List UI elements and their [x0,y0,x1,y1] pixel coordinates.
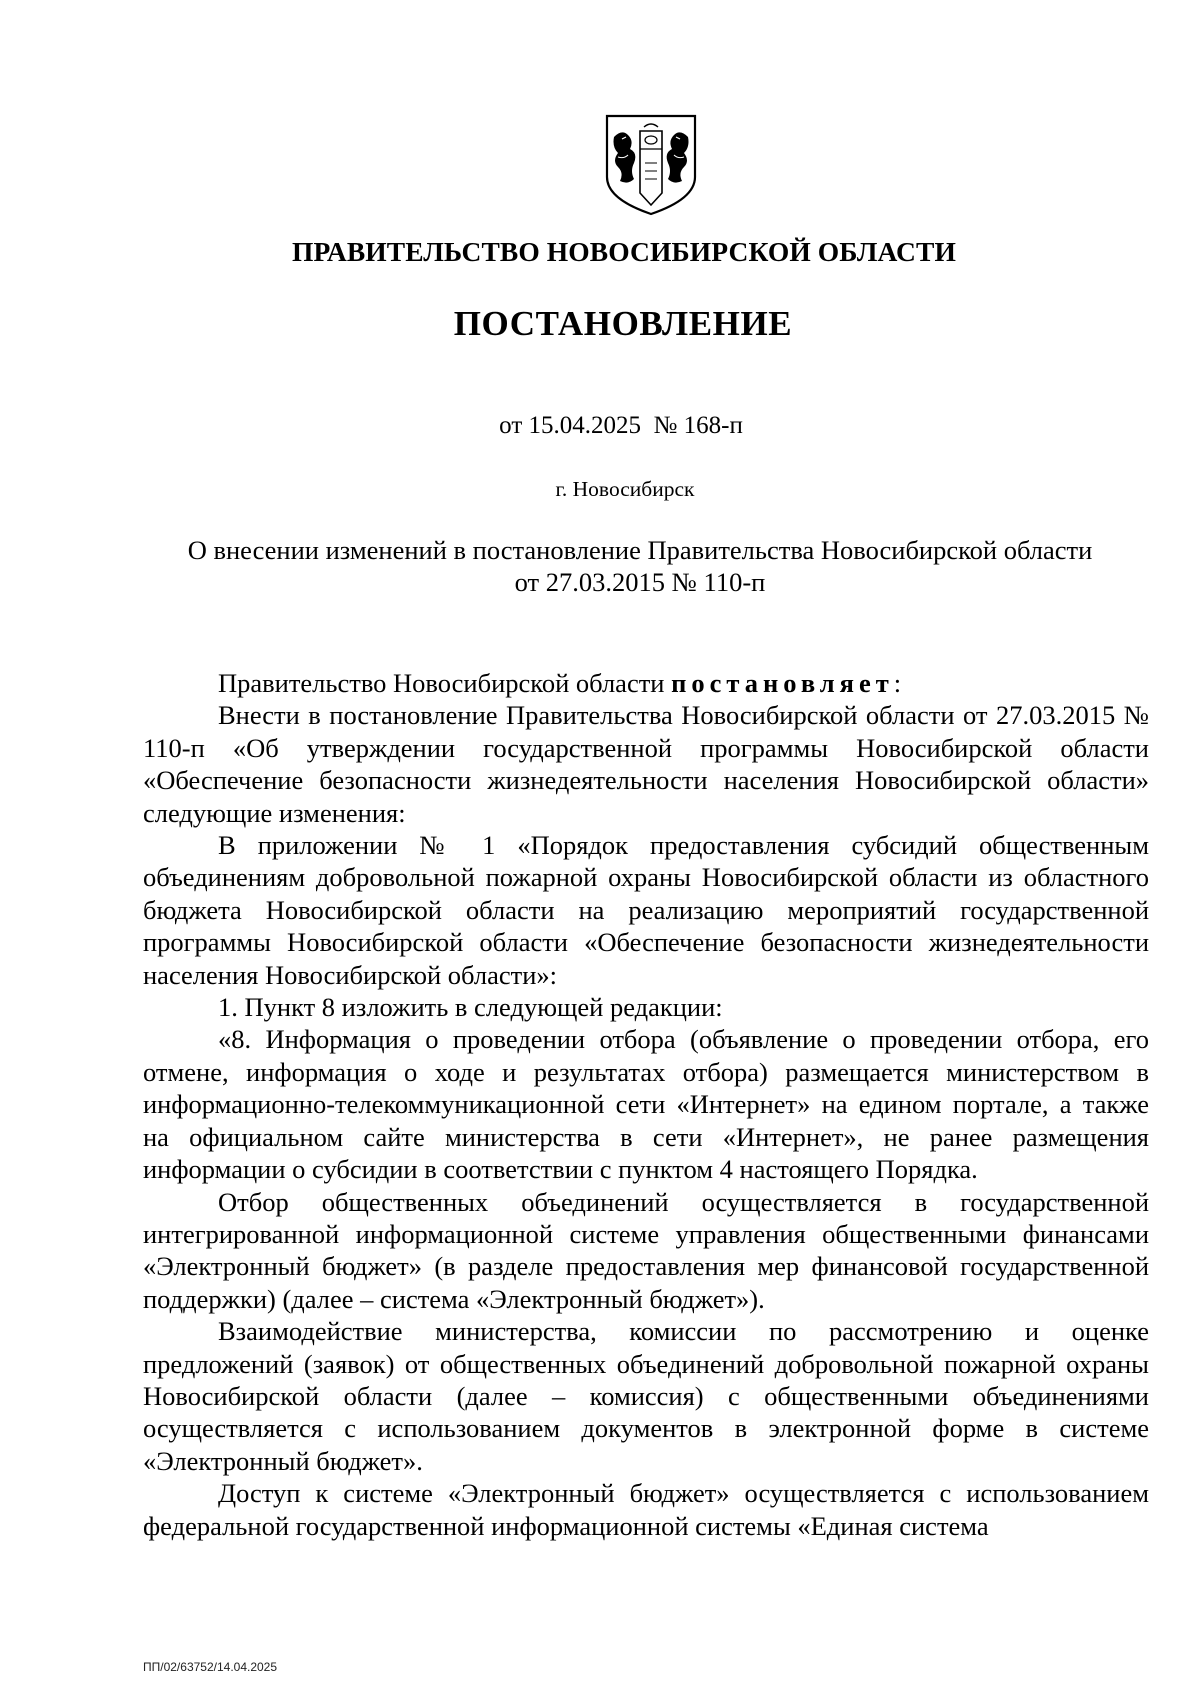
body-paragraph: 1. Пункт 8 изложить в следующей редакции: [218,992,723,1023]
intro-resolves-word: постановляет [671,668,894,698]
document-city: г. Новосибирск [555,477,695,501]
body-paragraph: В приложении № 1 «Порядок предоставления субсидий общественным объединениям добровольной пожарной охраны Новосибирской области из областного бюджета Новосибирской области на реализацию мероприятий государственной программы Новосибирской области «Обеспечение безопасности жизнедеятельности населения Новосибирской области»: [143,830,1149,990]
subject-line-1: О внесении изменений в постановление Правительства Новосибирской области [187,535,1093,565]
document-body [143,667,1149,1542]
organization-title: ПРАВИТЕЛЬСТВО НОВОСИБИРСКОЙ ОБЛАСТИ [292,236,956,267]
document-footer-code: ПП/02/63752/14.04.2025 [143,1660,278,1674]
body-paragraph: «8. Информация о проведении отбора (объявление о проведении отбора, его отмене, информация о ходе и результатах отбора) размещается министерством в информационно-телекоммуникационной сети «Интернет» на едином портале, а также на официальном сайте министерства в сети «Интернет», не ранее размещения информации о субсидии в соответствии с пунктом 4 настоящего Порядка. [143,1024,1149,1185]
subject-line-2: от 27.03.2015 № 110-п [514,567,766,597]
body-paragraph: Доступ к системе «Электронный бюджет» осуществляется с использованием федеральной государственной информационной системы «Единая система [143,1478,1149,1541]
body-paragraph: Внести в постановление Правительства Новосибирской области от 27.03.2015 № 110-п «Об утверждении государственной программы Новосибирской области «Обеспечение безопасности жизнедеятельности населения Новосибирской области» следующие изменения: [143,700,1149,828]
body-paragraph: Взаимодействие министерства, комиссии по рассмотрению и оценке предложений (заявок) от общественных объединений добровольной пожарной охраны Новосибирской области (далее – комиссия) с общественными объединениями осуществляется с использованием документов в электронной форме в системе «Электронный бюджет». [143,1316,1149,1476]
coat-of-arms-icon [604,113,698,217]
document-date-number: от 15.04.2025 № 168-п [499,412,743,439]
document-type-title: ПОСТАНОВЛЕНИЕ [453,304,793,343]
intro-tail: : [893,668,902,698]
body-paragraph: Отбор общественных объединений осуществляется в государственной интегрированной информационной системе управления общественными финансами «Электронный бюджет» (в разделе предоставления мер финансовой государственной поддержки) (далее – система «Электронный бюджет»). [143,1186,1149,1314]
document-subject [130,534,1150,598]
body-intro-paragraph [143,667,1149,699]
intro-lead: Правительство Новосибирской области [218,668,665,698]
